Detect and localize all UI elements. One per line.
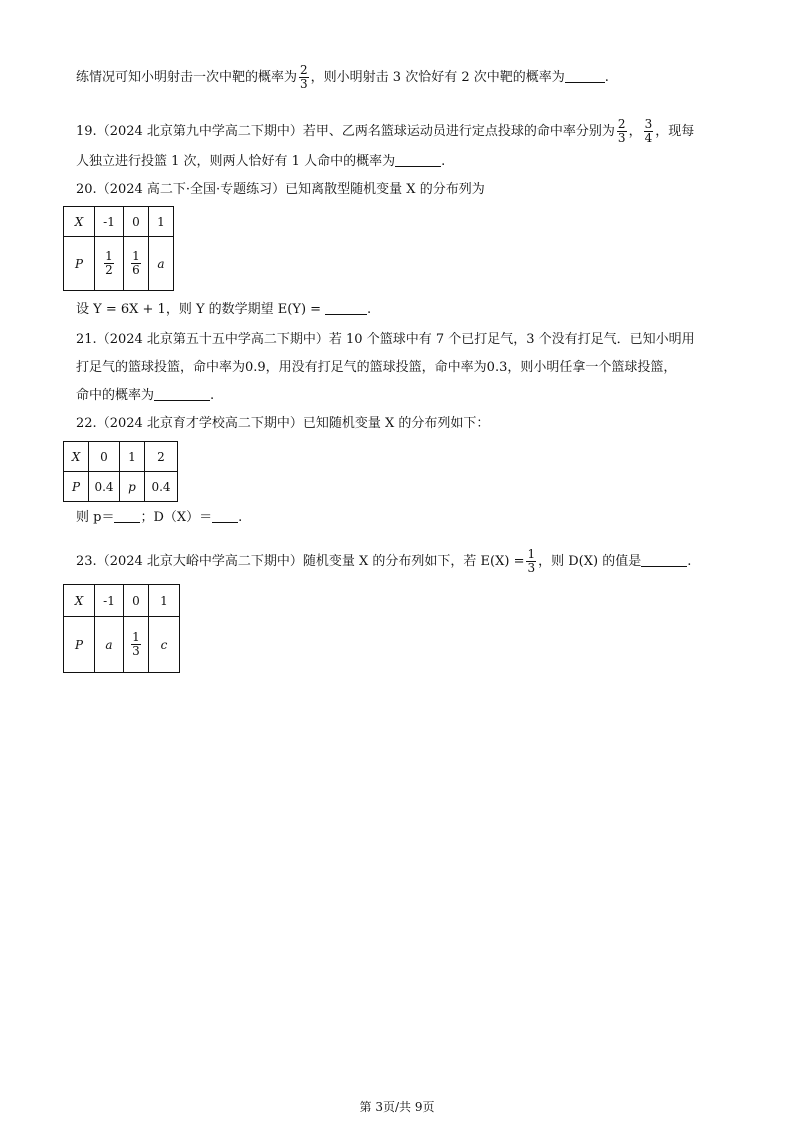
q19-number: 19. xyxy=(76,124,97,139)
q18-answer-blank[interactable] xyxy=(565,68,605,83)
q19-text-line2: 人独立进行投篮 1 次，则两人恰好有 1 人命中的概率为 xyxy=(76,154,396,169)
q20-p-cell-1: $\frac{1}{2}$ xyxy=(95,237,124,291)
q20-number: 20. xyxy=(76,182,97,197)
q20-answer-blank[interactable] xyxy=(325,300,367,315)
q20-text: 已知离散型随机变量 X 的分布列为 xyxy=(285,182,485,197)
q21-text-line3: 命中的概率为 xyxy=(76,388,155,403)
q20-p-cell-2: $\frac{1}{6}$ xyxy=(124,237,149,291)
q19-text-a: 若甲、乙两名篮球运动员进行定点投球的命中率分别为 xyxy=(302,124,615,139)
q22-distribution-table: X 0 1 2 P 0.4 p 0.4 xyxy=(63,441,178,502)
page-footer: 第 3页/共 9页 xyxy=(359,1100,435,1114)
q22-number: 22. xyxy=(76,416,97,431)
q22-after: 则 p＝ ；D（X）＝ . xyxy=(76,510,243,525)
q18-text-a: 练情况可知小明射击一次中靶的概率为 xyxy=(76,70,298,85)
q19-fraction-2: $\frac{3}{4}$ xyxy=(644,117,653,145)
q21-source: （2024 北京第五十五中学高二下期中） xyxy=(96,332,329,347)
q23-source: （2024 北京大峪中学高二下期中） xyxy=(96,554,303,569)
q18-continuation: 练情况可知小明射击一次中靶的概率为 $\frac{2}{3}$ ，则小明射击 3 次恰好有 2 次中靶的概率为 . xyxy=(76,63,609,91)
q22-answer-blank-variance[interactable] xyxy=(212,508,238,523)
q23-distribution-table: X -1 0 1 P a $\frac{1}{3}$ c xyxy=(63,584,180,673)
q21-line3: 命中的概率为 . xyxy=(76,388,215,403)
q20-line1 xyxy=(76,180,485,200)
q21-text-line2: 打足气的篮球投篮，命中率为0.9，用没有打足气的篮球投篮，命中率为0.3，则小明任拿一个篮球投篮， xyxy=(76,360,677,375)
q19-fraction-1: $\frac{2}{3}$ xyxy=(617,117,626,145)
q20-source: （2024 高二下·全国·专题练习） xyxy=(96,182,286,197)
q22-line1 xyxy=(76,414,489,434)
q21-text-line1: 若 10 个篮球中有 7 个已打足气，3 个没有打足气．已知小明用 xyxy=(328,332,695,347)
q20-after-text: 设 Y = 6X + 1，则 Y 的数学期望 E(Y) = xyxy=(76,302,322,317)
q23-number: 23. xyxy=(76,554,97,569)
q21-line2 xyxy=(76,358,676,378)
q19-text-b: ，现每 xyxy=(655,124,695,139)
q20-distribution-table: X -1 0 1 P $\frac{1}{2}$ $\frac{1}{6}$ a xyxy=(63,206,174,291)
q22-text: 已知随机变量 X 的分布列如下： xyxy=(302,416,490,431)
q20-after: 设 Y = 6X + 1，则 Y 的数学期望 E(Y) = . xyxy=(76,302,372,317)
q19-line2: 人独立进行投篮 1 次，则两人恰好有 1 人命中的概率为 . xyxy=(76,154,446,169)
q21-number: 21. xyxy=(76,332,97,347)
q18-text-b: ，则小明射击 3 次恰好有 2 次中靶的概率为 xyxy=(310,70,565,85)
q19-answer-blank[interactable] xyxy=(395,152,441,167)
q21-line1 xyxy=(76,330,695,350)
q23-text-a: 随机变量 X 的分布列如下，若 E(X) = xyxy=(302,554,525,569)
q23-answer-blank[interactable] xyxy=(641,552,687,567)
q21-answer-blank[interactable] xyxy=(154,386,210,401)
q22-answer-blank-p[interactable] xyxy=(114,508,140,523)
q18-fraction: $\frac{2}{3}$ xyxy=(300,63,308,91)
q23-fraction: $\frac{1}{3}$ xyxy=(527,547,536,575)
q22-source: （2024 北京育才学校高二下期中） xyxy=(96,416,303,431)
q23-line1: 23.（2024 北京大峪中学高二下期中）随机变量 X 的分布列如下，若 E(X) = $\frac{1}{3}$ ，则 D(X) 的值是 . xyxy=(76,547,692,575)
q19-line1: 19.（2024 北京第九中学高二下期中）若甲、乙两名篮球运动员进行定点投球的命中率分别为 $\frac{2}{3}$ ， $\frac{3}{4}$ ，现每 xyxy=(76,117,695,145)
q23-text-b: ，则 D(X) 的值是 xyxy=(538,554,642,569)
q19-source: （2024 北京第九中学高二下期中） xyxy=(96,124,303,139)
q23-p-cell-2: $\frac{1}{3}$ xyxy=(124,617,149,673)
